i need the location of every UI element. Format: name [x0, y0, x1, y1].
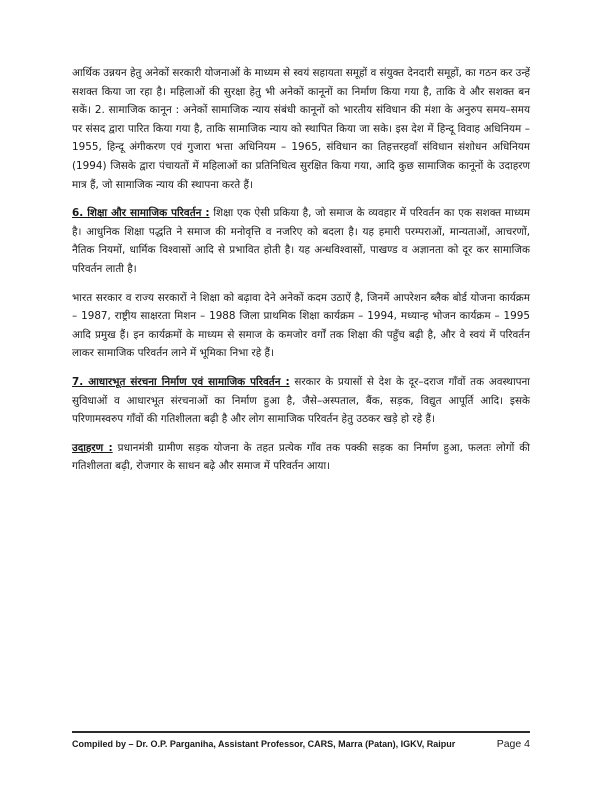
page-footer: [72, 739, 530, 753]
page-body: [72, 64, 530, 486]
example-label: उदाहरण :: [72, 441, 113, 454]
footer-compiled-by: Compiled by – Dr. O.P. Parganiha, Assistant Professor, CARS, Marra (Patan), IGKV, Raipur: [72, 739, 456, 749]
section-heading-infrastructure: 7. आधारभूत संरचना निर्माण एवं सामाजिक परिवर्तन :: [72, 375, 290, 388]
paragraph-infrastructure-social-change: [72, 373, 530, 429]
section-heading-education: 6. शिक्षा और सामाजिक परिवर्तन :: [72, 207, 210, 220]
paragraph-text: सरकार के प्रयासों से देश के दूर–दराज गाँवों तक अवस्थापना सुविधाओं व आधारभूत संरचनाओं का निर्माण हुआ है, जैसे–अस्पताल, बैंक, सड़क, विद्युत आपूर्ति आदि। इसके परिणामस्वरुप गाँवों की गतिशीलता बढ़ी है और लोग सामाजिक परिवर्तन हेतु उठकर खड़े हो रहे हैं।: [72, 375, 531, 426]
paragraph-example: [72, 439, 530, 476]
paragraph-text: प्रधानमंत्री ग्रामीण सड़क योजना के तहत प्रत्येक गाँव तक पक्की सड़क का निर्माण हुआ, फलतः लोगों की गतिशीलता बढ़ी, रोजगार के साधन बढ़े और समाज में परिवर्तन आया।: [72, 441, 530, 473]
footer-divider: [72, 731, 530, 733]
paragraph-text: शिक्षा एक ऐसी प्रकिया है, जो समाज के व्यवहार में परिवर्तन का एक सशक्त माध्यम है। आधुनिक शिक्षा पद्धति ने समाज की मनोवृत्ति व नजरिए को बदला है। यह हमारी परम्पराओं, मान्यताओं, आचरणों, नैतिक नियमों, धार्मिक विश्वासों आदि से प्रभावित होती है। यह अन्धविश्वासों, पाखण्ड व अज्ञानता को दूर कर सामाजिक परिवर्तन लाती है।: [72, 207, 530, 275]
paragraph-education-social-change: [72, 204, 530, 278]
page-number: Page 4: [496, 738, 530, 750]
paragraph-education-programs: भारत सरकार व राज्य सरकारों ने शिक्षा को बढ़ावा देने अनेकों कदम उठाऐं है, जिनमें आपरेशन ब्लैक बोर्ड योजना कार्यक्रम – 1987, राष्ट्रीय साक्षरता मिशन – 1988 जिला प्राथमिक शिक्षा कार्यक्रम – 1994, मध्यान्ह भोजन कार्यक्रम – 1995 आदि प्रमुख हैं। इन कार्यक्रमों के माध्यम से समाज के कमजोर वर्गों तक शिक्षा की पहुँच बढ़ी है, और वे स्वयं में परिवर्तन लाकर सामाजिक परिवर्तन लाने में भूमिका निभा रहे हैं।: [72, 291, 530, 360]
paragraph-social-empowerment-laws: आर्थिक उन्नयन हेतु अनेकों सरकारी योजनाओं के माध्यम से स्वयं सहायता समूहों व संयुक्त देनदारी समूहों, का गठन कर उन्हें सशक्त किया जा रहा है। महिलाओं की सुरक्षा हेतु भी अनेकों कानूनों का निर्माण किया गया है, ताकि वे और सशक्त बन सकें। 2. सामाजिक कानून : अनेकों सामाजिक न्याय संबंधी कानूनों को भारतीय संविधान की मंशा के अनुरुप समय–समय पर संसद द्वारा पारित किया गया है, ताकि सामाजिक न्याय को स्थापित किया जा सके। इस देश में हिन्दू विवाह अधिनियम – 1955, हिन्दू अंगीकरण एवं गुजारा भत्ता अधिनियम – 1965, संविधान का तिहत्तरहवाँ संविधान संशोधन अधिनियम (1994) जिसके द्वारा पंचायतों में महिलाओं का प्रतिनिधित्व सुरक्षित किया गया, आदि कुछ सामाजिक कानूनों के उदाहरण मात्र हैं, जो सामाजिक न्याय की स्थापना करते हैं।: [72, 67, 530, 191]
